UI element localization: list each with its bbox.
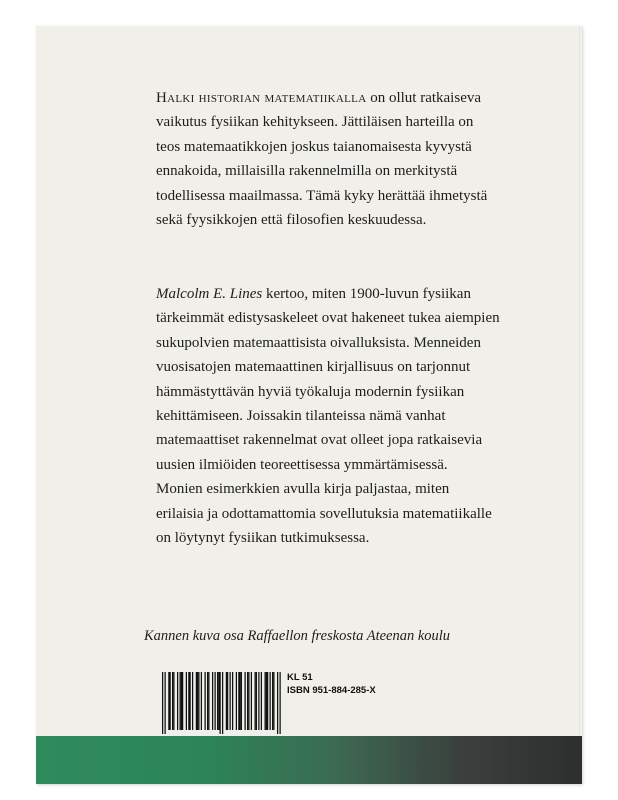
lead-smallcaps: Halki historian matematiikalla <box>156 90 367 106</box>
book-back-cover <box>36 26 582 784</box>
paragraph-1-line <box>156 86 526 110</box>
bottom-color-strip <box>36 736 582 784</box>
paragraph-1-line: vaikutus fysiikan kehitykseen. Jättiläisen harteilla on <box>156 114 474 131</box>
paragraph-2-line: hämmästyttävän hyviä työkaluja modernin fysiikan <box>156 383 465 400</box>
paragraph-2-line: kehittämiseen. Joissakin tilanteissa nämä vanhat <box>156 408 446 425</box>
description-paragraph-2 <box>156 282 526 550</box>
paragraph-2-line: sukupolvien matemaattisista oivalluksista. Menneiden <box>156 334 481 351</box>
cover-edge-shading <box>579 26 582 784</box>
cover-image-caption: Kannen kuva osa Raffaellon freskosta Ateenan koulu <box>144 628 451 644</box>
paragraph-1-line: ennakoida, millaisilla rakennelmilla on merkitystä <box>156 163 458 180</box>
description-paragraph-1 <box>156 86 526 232</box>
paragraph-2-line: on löytynyt fysiikan tutkimuksessa. <box>156 530 370 547</box>
paragraph-1-line: sekä fyysikkojen että filosofien keskuudessa. <box>156 212 427 229</box>
paragraph-2-line: erilaisia ja odottamattomia sovellutuksia matematiikalle <box>156 505 492 522</box>
paragraph-2-line: matemaattiset rakennelmat ovat olleet jopa ratkaisevia <box>156 432 483 449</box>
lead-rest: on ollut ratkaiseva <box>366 90 482 106</box>
paragraph-2-line <box>156 282 526 306</box>
paragraph-2-line: tärkeimmät edistysaskeleet ovat hakeneet tukea aiempien <box>156 310 500 327</box>
paragraph-2-line: vuosisatojen matemaattinen kirjallisuus on tarjonnut <box>156 359 471 376</box>
paragraph-2-line: uusien ilmiöiden teoreettisessa ymmärtämisessä. <box>156 456 448 473</box>
paragraph-1-line: todellisessa maailmassa. Tämä kyky herättää ihmetystä <box>156 187 488 204</box>
author-line-rest: kertoo, miten 1900-luvun fysiikan <box>262 286 471 302</box>
library-class-code: KL 51 <box>287 672 313 683</box>
paragraph-2-line: Monien esimerkkien avulla kirja paljastaa, miten <box>156 481 450 498</box>
isbn-number: ISBN 951-884-285-X <box>287 685 376 696</box>
barcode-icon <box>162 672 284 734</box>
paragraph-1-line: teos matemaatikkojen joskus taianomaisesta kyvystä <box>156 138 472 155</box>
author-name: Malcolm E. Lines <box>156 286 263 302</box>
